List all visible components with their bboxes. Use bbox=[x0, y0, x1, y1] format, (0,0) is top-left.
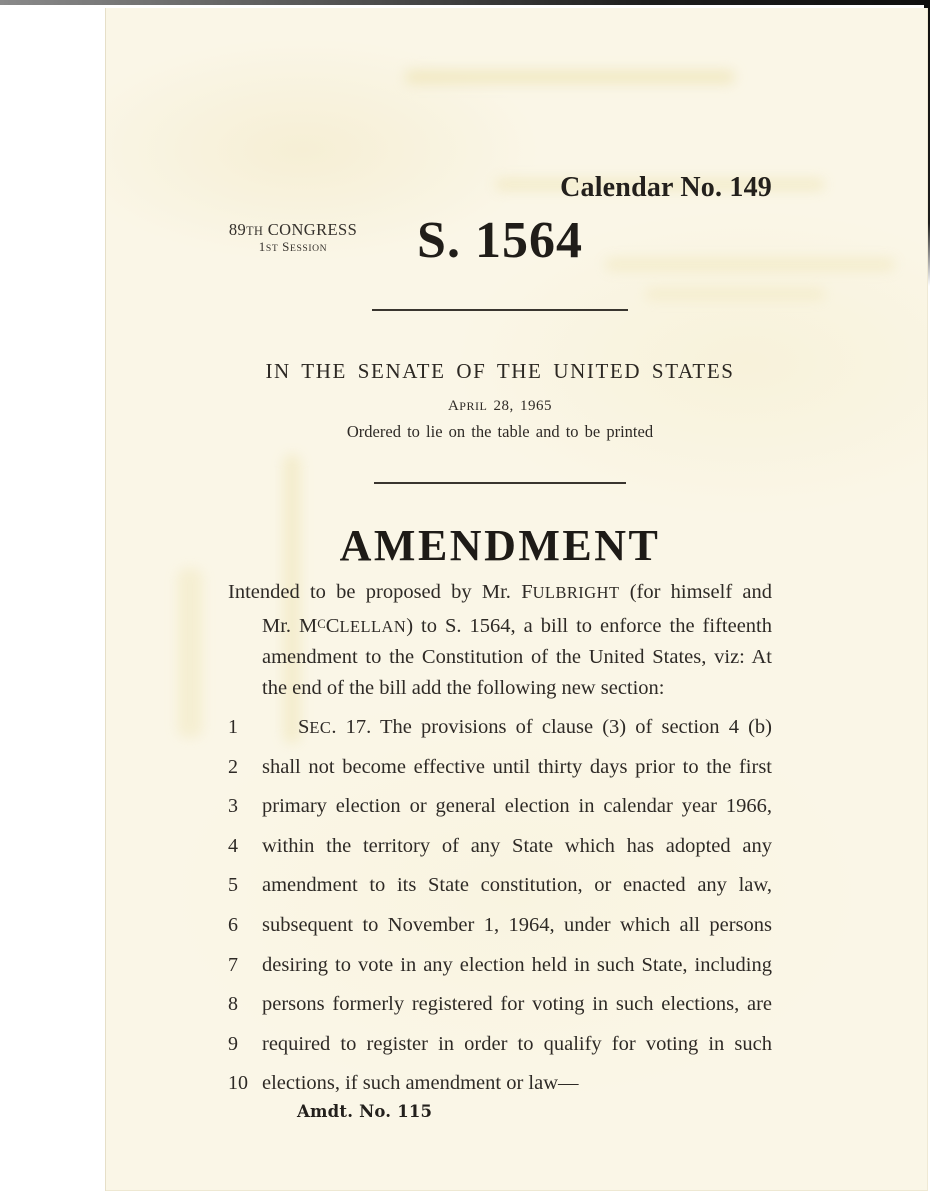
line-number: 8 bbox=[228, 993, 238, 1016]
intro-line: Intended to be proposed by Mr. FULBRIGHT (for himself and bbox=[228, 581, 773, 603]
calendar-number: Calendar No. 149 bbox=[560, 172, 772, 203]
line-number: 3 bbox=[228, 795, 238, 818]
numbered-line bbox=[228, 708, 772, 748]
line-text: desiring to vote in any election held in such State, including bbox=[262, 953, 772, 976]
horizontal-rule-bottom bbox=[374, 482, 626, 484]
numbered-line bbox=[228, 827, 772, 867]
line-number: 1 bbox=[228, 716, 238, 738]
line-text: primary election or general election in calendar year 1966, bbox=[262, 795, 772, 818]
numbered-line bbox=[228, 906, 772, 946]
line-number: 4 bbox=[228, 834, 238, 857]
bill-number: S. 1564 bbox=[417, 212, 583, 269]
line-text: required to register in order to qualify for voting in such bbox=[262, 1032, 772, 1055]
numbered-line bbox=[228, 1025, 772, 1065]
numbered-line bbox=[228, 1064, 772, 1104]
bleed-through-artifact bbox=[177, 568, 203, 738]
intro-line: Mr. MCCLELLAN) to S. 1564, a bill to enforce the fifteenth bbox=[262, 614, 772, 637]
scanner-edge-top bbox=[0, 0, 930, 5]
congress-line: 89TH CONGRESS bbox=[228, 220, 358, 239]
document-title: AMENDMENT bbox=[339, 521, 661, 570]
ordered-line: Ordered to lie on the table and to be printed bbox=[346, 422, 654, 441]
line-text: within the territory of any State which has adopted any bbox=[262, 834, 772, 857]
line-text: subsequent to November 1, 1964, under which all persons bbox=[262, 913, 772, 936]
text-column bbox=[228, 8, 772, 1191]
numbered-line bbox=[228, 787, 772, 827]
line-text: SEC. 17. The provisions of clause (3) of section 4 (b) bbox=[298, 716, 772, 738]
intro-line: amendment to the Constitution of the United States, viz: At bbox=[262, 646, 772, 669]
chamber-heading: IN THE SENATE OF THE UNITED STATES bbox=[265, 359, 735, 383]
numbered-line bbox=[228, 946, 772, 986]
section-text bbox=[228, 708, 772, 1104]
date-line: APRIL 28, 1965 bbox=[447, 398, 553, 414]
numbered-line bbox=[228, 866, 772, 906]
session-line: 1ST SESSION bbox=[258, 239, 328, 255]
line-number: 5 bbox=[228, 874, 238, 897]
line-text: shall not become effective until thirty days prior to the first bbox=[262, 755, 772, 778]
numbered-line bbox=[228, 748, 772, 788]
line-text: elections, if such amendment or law— bbox=[262, 1072, 579, 1095]
line-number: 9 bbox=[228, 1032, 238, 1055]
line-text: amendment to its State constitution, or enacted any law, bbox=[262, 874, 772, 897]
line-number: 10 bbox=[228, 1072, 248, 1095]
line-number: 2 bbox=[228, 755, 238, 778]
intro-paragraph bbox=[228, 577, 772, 704]
line-number: 6 bbox=[228, 913, 238, 936]
intro-line: the end of the bill add the following new section: bbox=[262, 677, 665, 700]
line-text: persons formerly registered for voting in such elections, are bbox=[262, 993, 772, 1016]
document-paper bbox=[105, 8, 928, 1191]
line-number: 7 bbox=[228, 953, 238, 976]
amendment-number: Amdt. No. 115 bbox=[297, 1102, 433, 1121]
horizontal-rule-top bbox=[372, 309, 628, 311]
numbered-line bbox=[228, 985, 772, 1025]
